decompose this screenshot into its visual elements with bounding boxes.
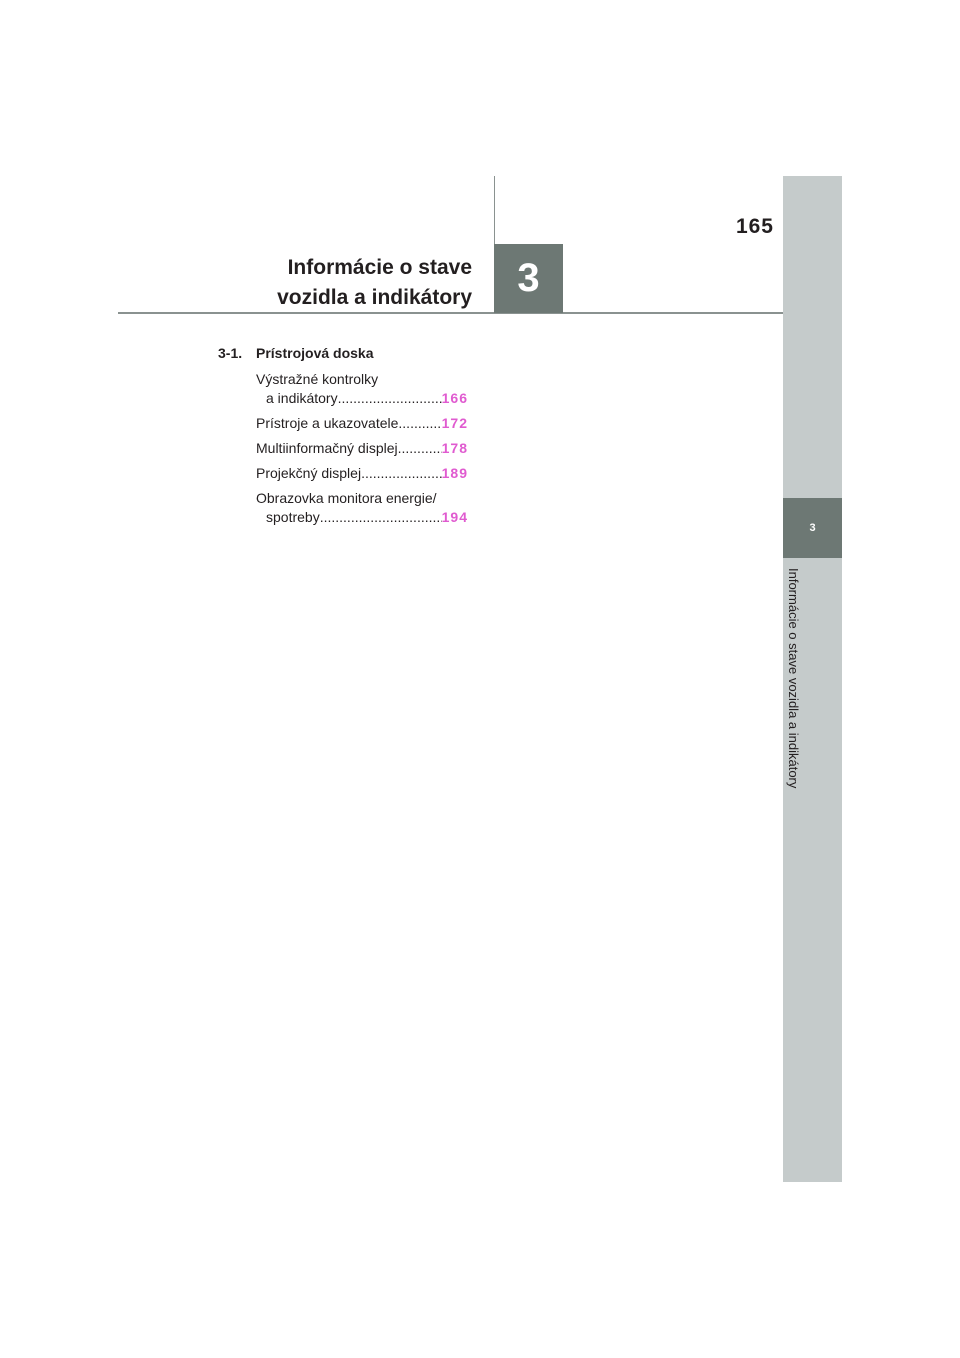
toc-entry-label: Multiinformačný displej [256,440,398,456]
toc-leader-dots [398,415,441,431]
vertical-rule [494,176,495,244]
page-number: 165 [735,215,774,238]
toc-page-link[interactable]: 178 [441,440,468,456]
chapter-number-box: 3 [494,244,563,313]
toc-leader-dots [338,390,442,406]
toc-entry[interactable] [256,490,468,528]
toc-entry-label: Výstražné kontrolky [256,371,379,387]
toc-entry-label-cont: a indikátory [266,390,338,406]
toc-entry-label-cont: spotreby [266,509,320,525]
toc-entry[interactable] [256,440,468,459]
toc-section-number: 3-1. [218,345,243,361]
chapter-title-line2: vozidla a indikátory [277,286,472,309]
chapter-title [277,253,472,313]
toc-entry-label: Prístroje a ukazovatele [256,415,399,431]
toc-entry[interactable] [256,465,468,484]
toc-entry-label: Projekčný displej [256,465,362,481]
toc-entry-label: Obrazovka monitora energie/ [256,490,437,506]
chapter-title-line1: Informácie o stave [287,256,472,279]
toc-page-link[interactable]: 189 [441,465,468,481]
toc-page-link[interactable]: 166 [441,390,468,406]
toc-entry[interactable] [256,415,468,434]
toc-leader-dots [398,440,442,456]
toc-section-heading[interactable] [218,345,468,365]
toc-page-link[interactable]: 172 [441,415,468,431]
side-chapter-tab[interactable]: 3 [783,498,842,558]
table-of-contents [218,345,468,528]
toc-entry[interactable] [256,371,468,409]
toc-section-title: Prístrojová doska [256,345,374,361]
toc-leader-dots [361,465,442,481]
toc-page-link[interactable]: 194 [441,509,468,525]
toc-leader-dots [320,509,442,525]
side-chapter-label: Informácie o stave vozidla a indikátory [786,568,801,789]
